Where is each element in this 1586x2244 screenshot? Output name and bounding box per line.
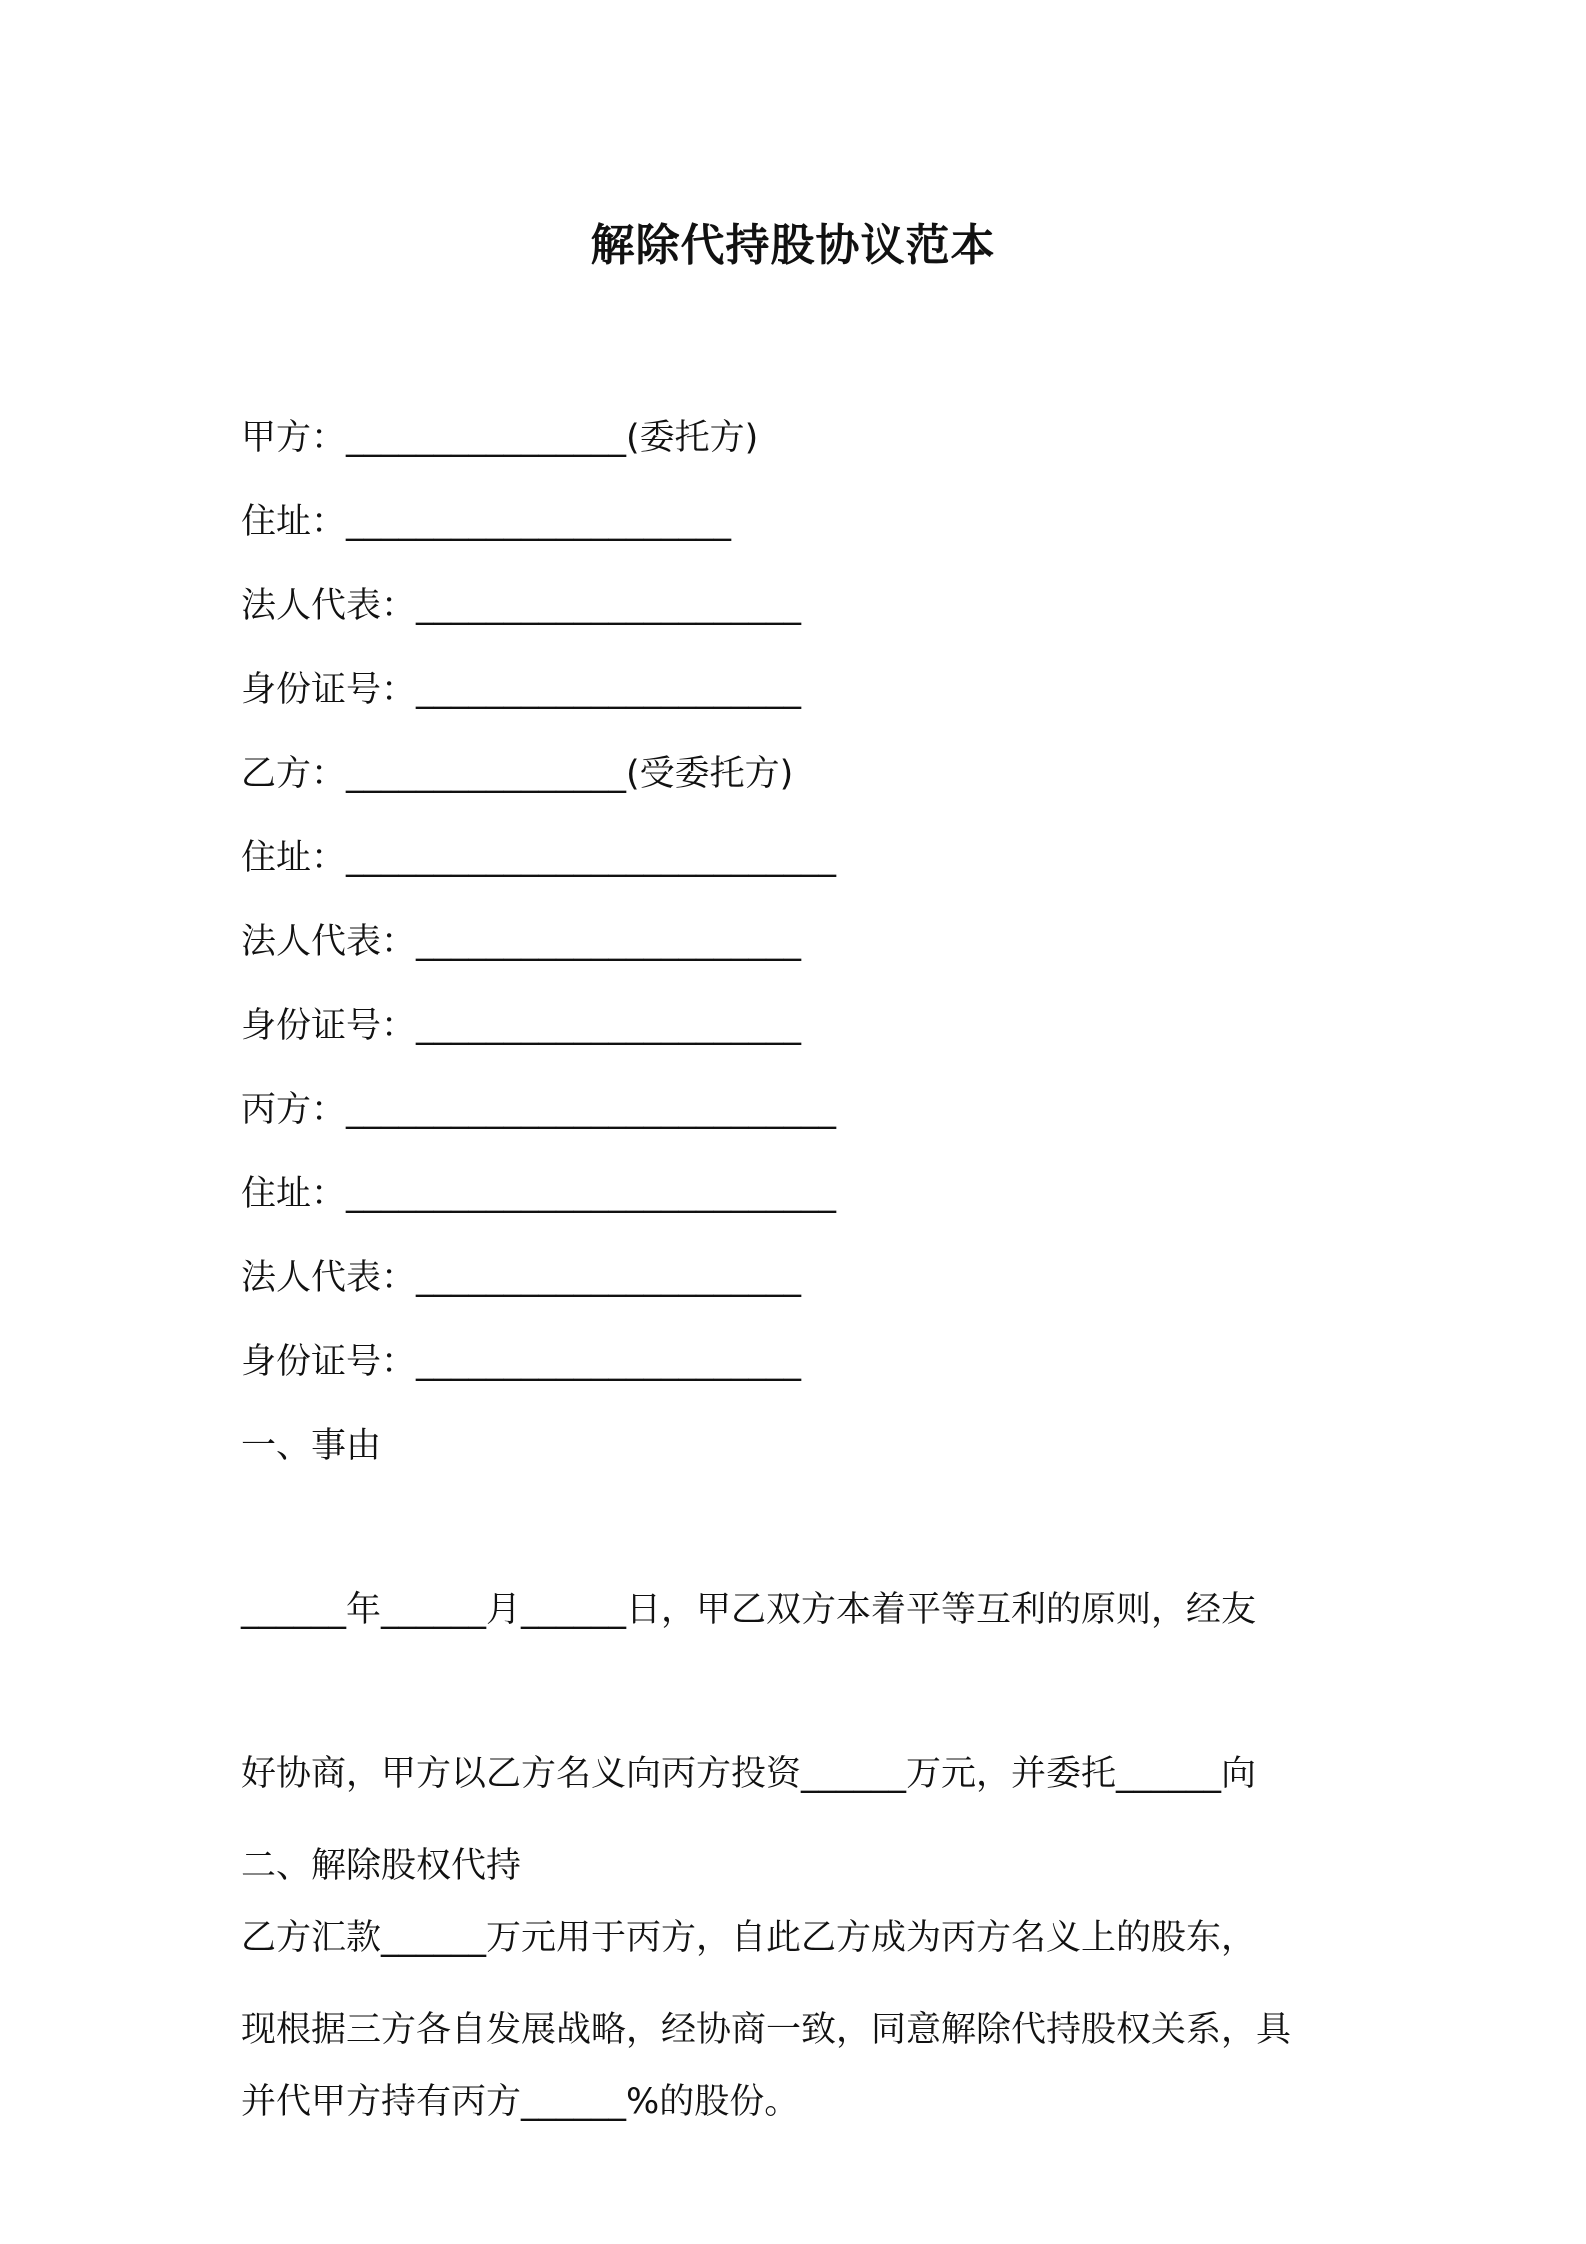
party-b-legal-rep-line: 法人代表：______________________ (241, 922, 802, 962)
party-a-line: 甲方：________________(委托方) (241, 418, 759, 458)
section1-line: 并代甲方持有丙方______%的股份。 (241, 2082, 800, 2122)
party-b-address-line: 住址：____________________________ (241, 838, 837, 878)
party-b-line: 乙方：________________(受委托方) (241, 754, 794, 794)
section1-line: 好协商，甲方以乙方名义向丙方投资______万元，并委托______向 (241, 1754, 1257, 1794)
party-a-id-line: 身份证号：______________________ (241, 670, 802, 710)
section2-heading: 二、解除股权代持 (241, 1846, 522, 1886)
party-c-line: 丙方：____________________________ (241, 1090, 837, 1130)
section1-heading: 一、事由 (241, 1426, 382, 1466)
party-c-legal-rep-line: 法人代表：______________________ (241, 1258, 802, 1298)
section2-line: 现根据三方各自发展战略，经协商一致，同意解除代持股权关系，具 (241, 2010, 1292, 2050)
party-a-address-line: 住址：______________________ (241, 502, 732, 542)
section1-line: ______年______月______日，甲乙双方本着平等互利的原则，经友 (241, 1590, 1257, 1630)
party-a-legal-rep-line: 法人代表：______________________ (241, 586, 802, 626)
party-c-id-line: 身份证号：______________________ (241, 1342, 802, 1382)
document-title: 解除代持股协议范本 (590, 220, 996, 271)
section2-paragraph (241, 1908, 1357, 2152)
party-c-address-line: 住址：____________________________ (241, 1174, 837, 1214)
party-b-id-line: 身份证号：______________________ (241, 1006, 802, 1046)
section1-line: 乙方汇款______万元用于丙方，自此乙方成为丙方名义上的股东， (241, 1918, 1257, 1958)
